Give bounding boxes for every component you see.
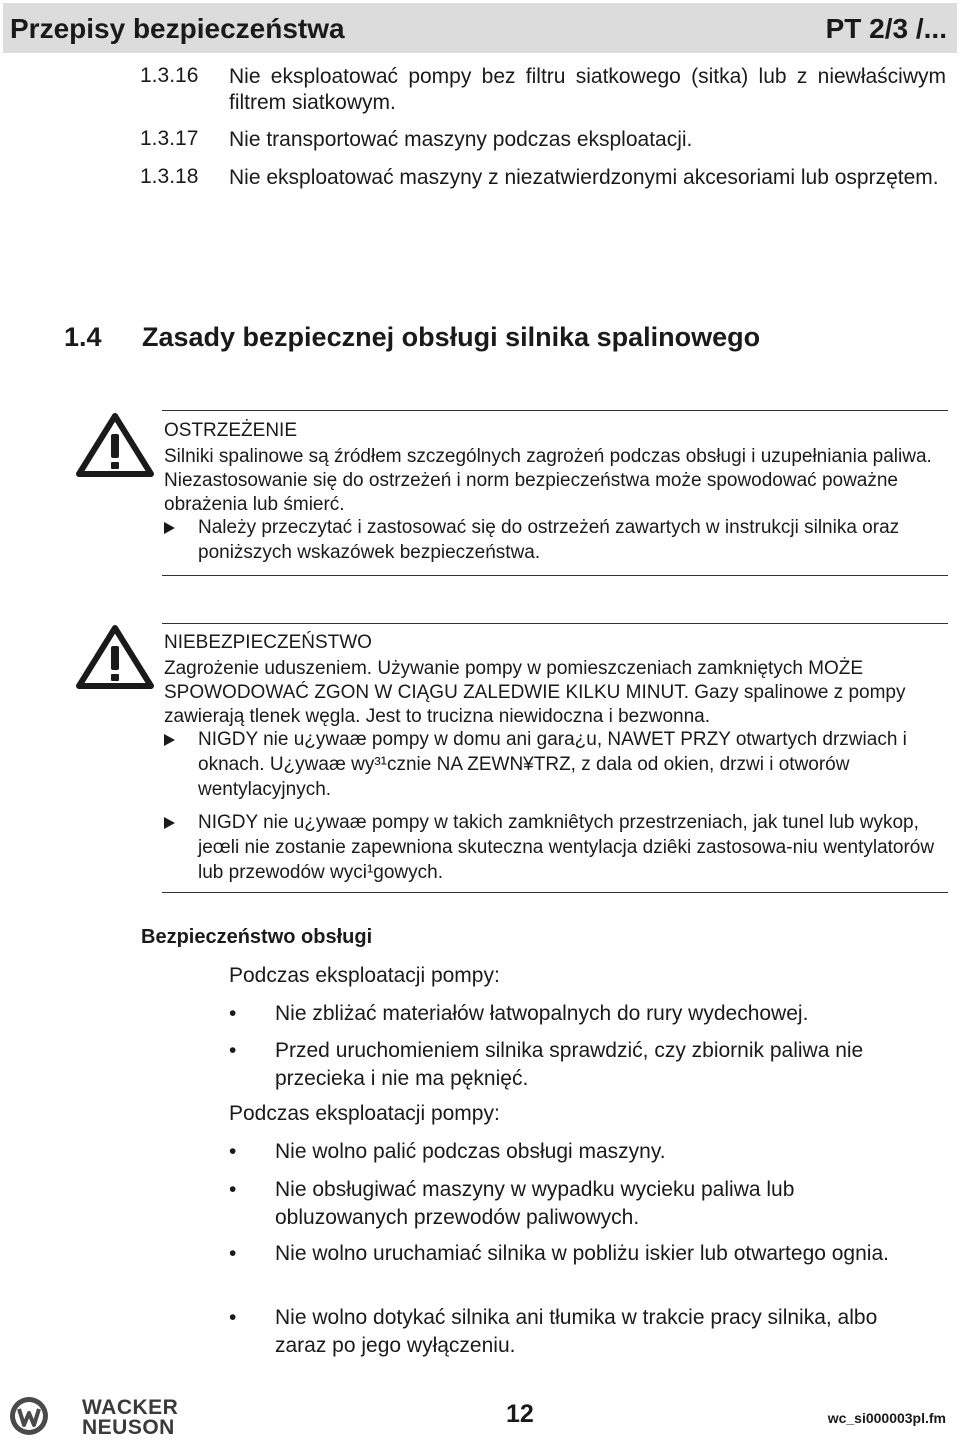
item-number: 1.3.18 [140, 165, 199, 188]
danger-triangle-icon [76, 624, 154, 690]
item-text: Nie eksploatować pompy bez filtru siatkowego (sitka) lub z niewłaściwym filtrem siatkowym. [229, 65, 946, 114]
list-item-text: Przed uruchomieniem silnika sprawdzić, czy zbiornik paliwa nie przecieka i nie ma pęknięć. [275, 1039, 864, 1090]
warning-bullet [164, 515, 944, 565]
danger-top-rule [162, 623, 948, 624]
file-name: wc_si000003pl.fm [827, 1410, 946, 1426]
list-item [229, 1176, 929, 1232]
list-item-text: Nie wolno palić podczas obsługi maszyny. [275, 1140, 666, 1163]
header-model: PT 2/3 /... [825, 13, 947, 44]
page-header [3, 3, 957, 53]
warning-text: Silniki spalinowe są źródłem szczególnych zagrożeń podczas obsługi i uzupełniania paliwa. Niezastosowanie się do ostrzeżeń i norm bezpieczeństwa może spowodować poważne obrażenia lub śmierć. [164, 446, 932, 515]
wacker-neuson-logo-icon [8, 1395, 50, 1437]
list-item [229, 1240, 929, 1268]
list-item-text: Nie wolno uruchamiać silnika w pobliżu iskier lub otwartego ognia. [275, 1242, 889, 1265]
bullet-dot-icon: • [229, 1039, 237, 1062]
bullet-dot-icon: • [229, 1242, 237, 1265]
list-item-text: Nie obsługiwać maszyny w wypadku wycieku paliwa lub obluzowanych przewodów paliwowych. [275, 1178, 795, 1229]
list-item-text: Nie zbliżać materiałów łatwopalnych do rury wydechowej. [275, 1002, 809, 1025]
section-number: 1.4 [64, 322, 102, 352]
warning-triangle-icon [76, 412, 154, 478]
danger-bottom-rule [162, 892, 948, 893]
warning-bottom-rule [162, 575, 948, 576]
logo-word-bottom: NEUSON [82, 1416, 175, 1439]
bullet-dot-icon: • [229, 1178, 237, 1201]
arrow-bullet-icon [164, 522, 175, 534]
warning-bullet-text: Należy przeczytać i zastosować się do ostrzeżeń zawartych w instrukcji silnika oraz poniższych wskazówek bezpieczeństwa. [198, 517, 900, 563]
list-item [229, 1037, 929, 1093]
bullet-dot-icon: • [229, 1140, 237, 1163]
danger-bullet [164, 810, 944, 885]
subsection-heading: Bezpieczeństwo obsługi [141, 926, 373, 948]
danger-label: NIEBEZPIECZEŃSTWO [164, 632, 372, 653]
intro-text: Podczas eksploatacji pompy: [229, 1102, 500, 1125]
danger-bullet [164, 727, 944, 802]
danger-bullet-text: NIGDY nie u¿ywaæ pompy w domu ani gara¿u, NAWET PRZY otwartych drzwiach i oknach. U¿ywaæ wy³¹cznie NA ZEWN¥TRZ, z dala od okien, drzwi i otworów wentylacyjnych. [198, 729, 907, 800]
page-number: 12 [506, 1400, 534, 1428]
bullet-dot-icon: • [229, 1306, 237, 1329]
arrow-bullet-icon [164, 817, 175, 829]
list-item-text: Nie wolno dotykać silnika ani tłumika w trakcie pracy silnika, albo zaraz po jego wyłączeniu. [275, 1306, 878, 1357]
item-text: Nie eksploatować maszyny z niezatwierdzonymi akcesoriami lub osprzętem. [229, 166, 939, 189]
item-number: 1.3.16 [140, 64, 199, 87]
header-title: Przepisy bezpieczeństwa [10, 13, 345, 44]
item-number: 1.3.17 [140, 127, 199, 150]
list-item [229, 1304, 929, 1360]
arrow-bullet-icon [164, 734, 175, 746]
section-title: Zasady bezpiecznej obsługi silnika spalinowego [142, 322, 761, 352]
list-item [229, 1000, 929, 1028]
warning-label: OSTRZEŻENIE [164, 420, 298, 441]
danger-bullet-text: NIGDY nie u¿ywaæ pompy w takich zamkniêtych przestrzeniach, jak tunel lub wykop, jeœli nie zostanie zapewniona skuteczna wentylacja dziêki zastosowa-niu wentylatorów lub przewodów wyci¹gowych. [198, 812, 935, 883]
intro-text: Podczas eksploatacji pompy: [229, 964, 500, 987]
bullet-dot-icon: • [229, 1002, 237, 1025]
item-text: Nie transportować maszyny podczas eksploatacji. [229, 128, 693, 151]
warning-top-rule [162, 410, 948, 411]
danger-text: Zagrożenie uduszeniem. Używanie pompy w pomieszczeniach zamkniętych MOŻE SPOWODOWAĆ ZGON W CIĄGU ZALEDWIE KILKU MINUT. Gazy spalinowe z pompy zawierają tlenek węgla. Jest to trucizna niewidoczna i bezwonna. [164, 658, 906, 727]
logo-word-top: WACKER [82, 1396, 179, 1419]
list-item [229, 1138, 929, 1166]
